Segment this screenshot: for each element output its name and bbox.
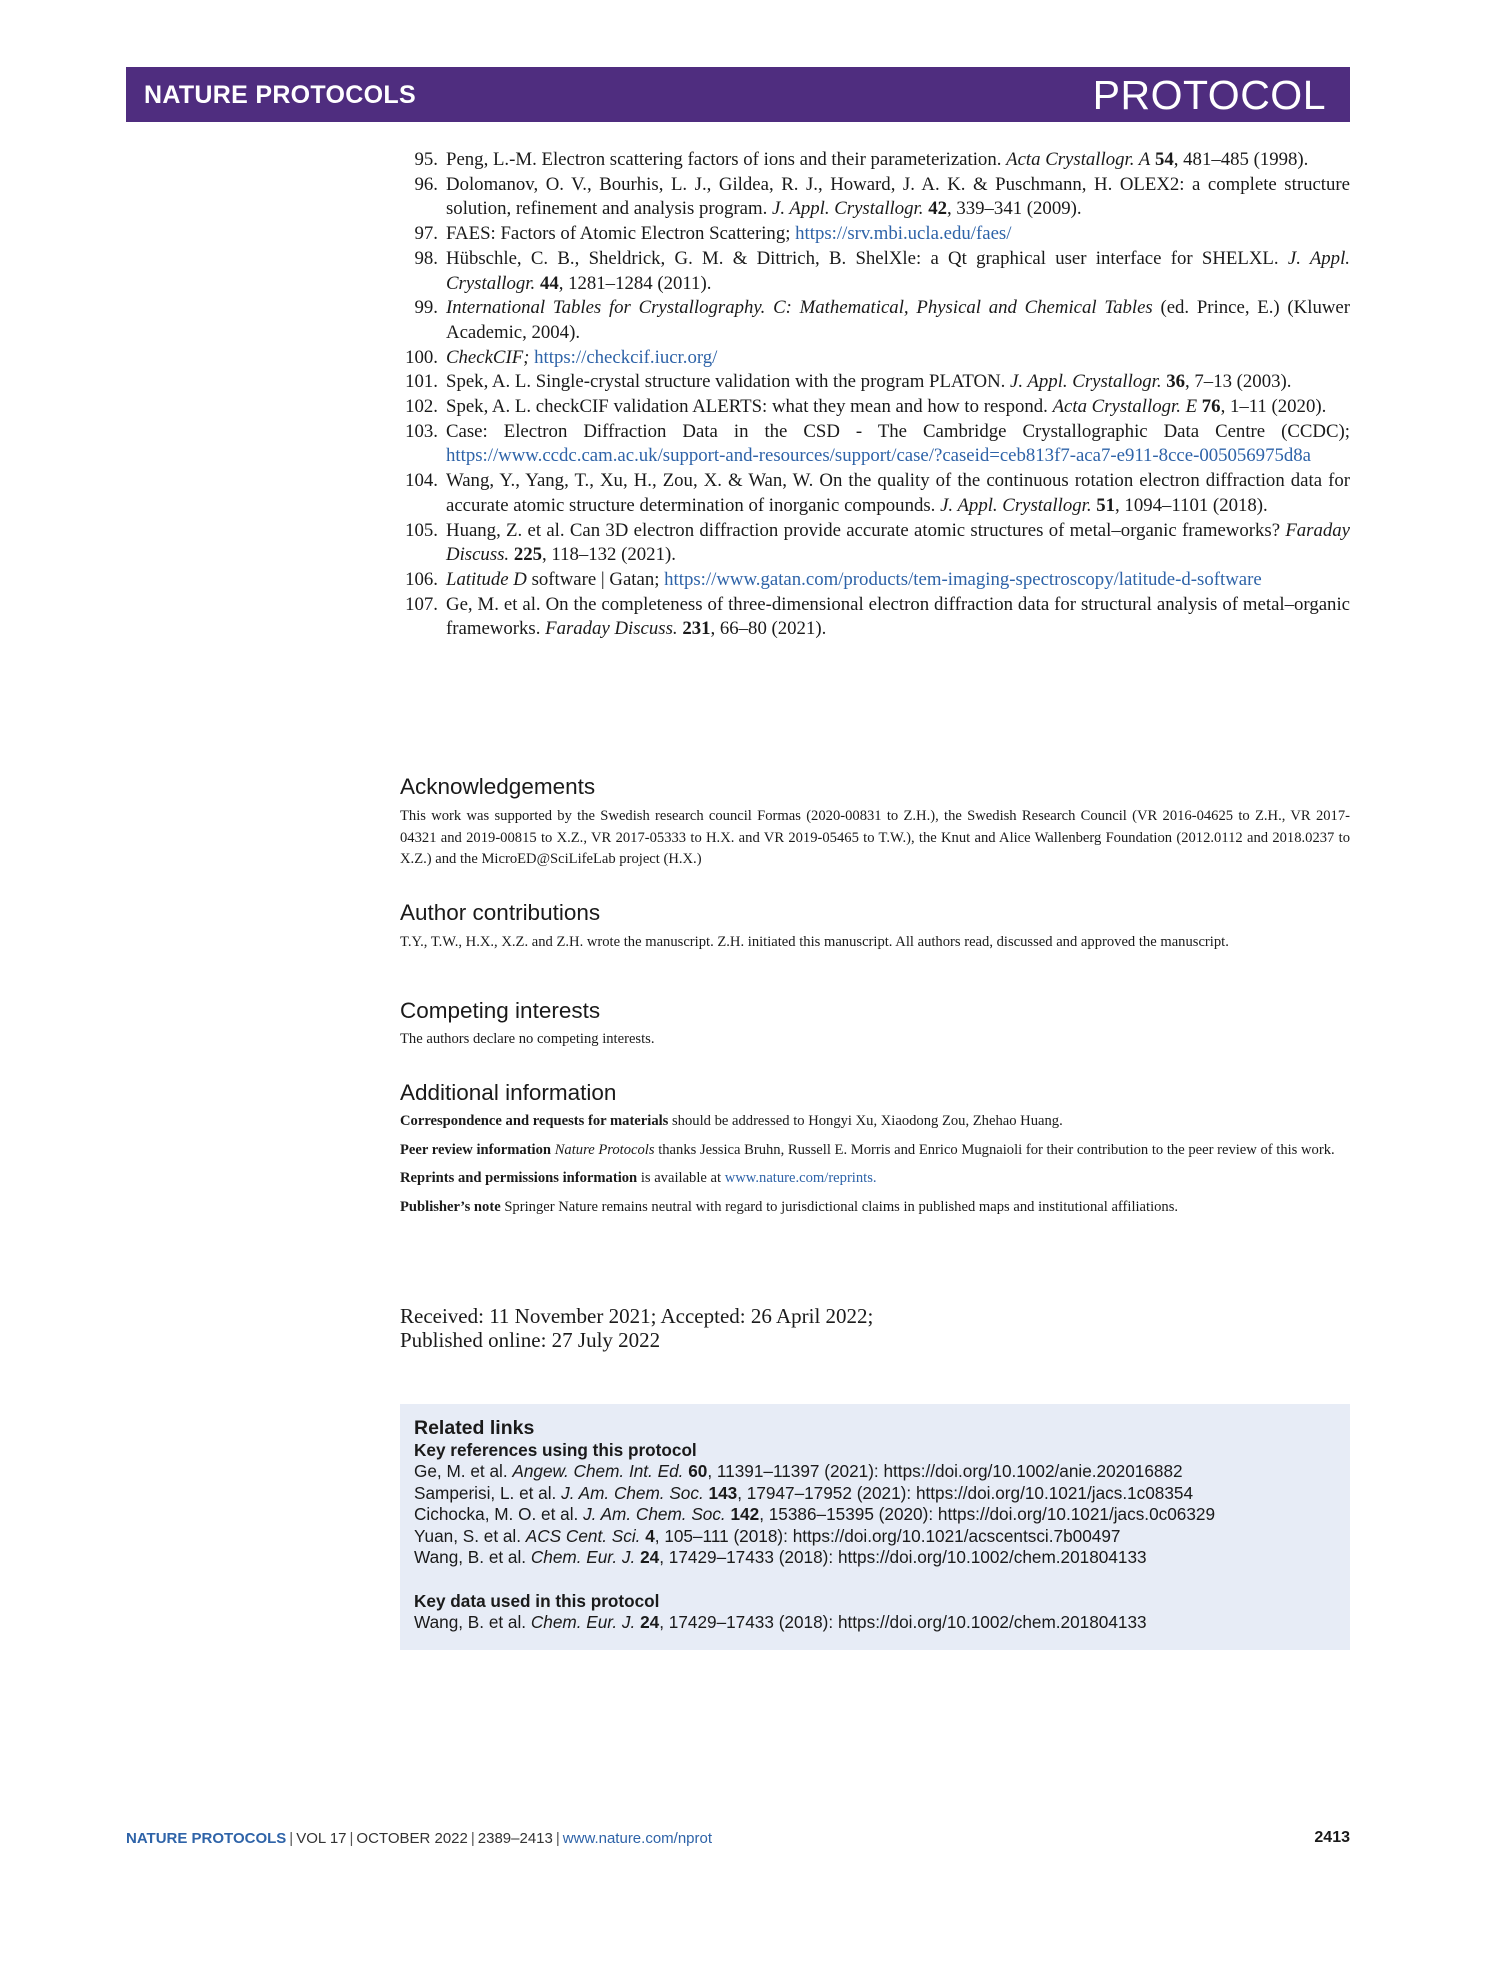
footer-separator: | bbox=[470, 1830, 475, 1847]
key-data-heading: Key data used in this protocol bbox=[414, 1590, 660, 1611]
reference-text: , 17947–17952 (2021): bbox=[737, 1482, 916, 1503]
reference-item bbox=[400, 148, 1350, 173]
journal-title: Chem. Eur. J. bbox=[530, 1612, 636, 1632]
volume-number: 44 bbox=[539, 272, 559, 294]
related-reference-item bbox=[414, 1504, 1215, 1526]
reference-number: 105. bbox=[405, 519, 438, 541]
reference-link[interactable]: https://doi.org/10.1021/jacs.0c06329 bbox=[937, 1504, 1216, 1524]
journal-title: Angew. Chem. Int. Ed. bbox=[512, 1461, 684, 1481]
related-links-box bbox=[400, 1404, 1350, 1650]
reference-item bbox=[400, 222, 1350, 247]
reprints-label: Reprints and permissions information bbox=[400, 1170, 638, 1186]
peer-review-label: Peer review information bbox=[400, 1141, 552, 1158]
journal-title: J. Am. Chem. Soc. bbox=[561, 1482, 704, 1503]
volume-number: 76 bbox=[1201, 396, 1221, 418]
reference-link[interactable]: https://srv.mbi.ucla.edu/faes/ bbox=[795, 223, 1012, 245]
reference-number: 99. bbox=[414, 297, 438, 319]
volume-number: 4 bbox=[645, 1525, 655, 1546]
reference-text: , 1281–1284 (2011). bbox=[558, 272, 712, 294]
reprints-text: is available at bbox=[637, 1170, 725, 1186]
reference-link[interactable]: https://www.ccdc.cam.ac.uk/support-and-resources/support/case/?caseid=ceb813f7-aca7-e911-8cce-005056975d8a bbox=[446, 445, 1311, 467]
volume-number: 42 bbox=[928, 198, 947, 220]
journal-title: J. Am. Chem. Soc. bbox=[583, 1504, 726, 1524]
volume-number: 225 bbox=[513, 544, 543, 566]
reference-item bbox=[400, 247, 1350, 296]
volume-number: 24 bbox=[640, 1547, 660, 1567]
related-reference-item bbox=[414, 1483, 1215, 1505]
reference-text: Case: Electron Diffraction Data in the CSD - The Cambridge Crystallographic Data Centre (CCDC); bbox=[446, 420, 1350, 442]
reference-text: , 118–132 (2021). bbox=[542, 544, 676, 566]
journal-title: Faraday Discuss. bbox=[545, 618, 678, 640]
author-contributions-text: T.Y., T.W., H.X., X.Z. and Z.H. wrote the manuscript. Z.H. initiated this manuscript. All authors read, discussed and approved the manuscript. bbox=[400, 934, 1229, 950]
reference-text: , 11391–11397 (2021): bbox=[707, 1461, 884, 1481]
reference-item bbox=[400, 593, 1350, 642]
reference-text: Yuan, S. et al. bbox=[414, 1525, 526, 1546]
reference-text: Spek, A. L. Single-crystal structure validation with the program PLATON. bbox=[446, 371, 1011, 393]
reference-text: , 66–80 (2021). bbox=[710, 618, 827, 640]
journal-title: Latitude D bbox=[446, 568, 527, 590]
reference-number: 101. bbox=[405, 371, 438, 393]
footer-separator: | bbox=[555, 1830, 560, 1847]
reference-item bbox=[400, 346, 1350, 371]
reference-text: , 7–13 (2003). bbox=[1185, 371, 1292, 393]
journal-title: J. Appl. Crystallogr. bbox=[940, 494, 1092, 516]
reference-text: , 105–111 (2018): bbox=[654, 1525, 793, 1546]
journal-title: CheckCIF; bbox=[446, 346, 530, 368]
footer-journal: NATURE PROTOCOLS bbox=[126, 1830, 287, 1847]
related-reference-item bbox=[414, 1461, 1215, 1483]
reference-list bbox=[400, 148, 1350, 642]
reference-text: , 15386–15395 (2020): bbox=[759, 1504, 938, 1524]
key-references-heading: Key references using this protocol bbox=[414, 1439, 697, 1460]
reference-text: Peng, L.-M. Electron scattering factors of ions and their parameterization. bbox=[446, 149, 1007, 170]
reference-link[interactable]: https://www.gatan.com/products/tem-imaging-spectroscopy/latitude-d-software bbox=[664, 568, 1262, 590]
journal-title: J. Appl. Crystallogr. bbox=[772, 198, 924, 220]
footer-pages: 2389–2413 bbox=[477, 1830, 553, 1847]
reference-text: Wang, B. et al. bbox=[414, 1612, 531, 1632]
reference-link[interactable]: https://checkcif.iucr.org/ bbox=[534, 346, 718, 368]
reference-number: 107. bbox=[405, 593, 438, 615]
journal-title: Faraday Discuss. bbox=[446, 519, 1350, 566]
journal-title: J. Appl. Crystallogr. bbox=[1010, 371, 1162, 393]
publication-dates bbox=[400, 1304, 873, 1352]
reference-link[interactable]: https://doi.org/10.1021/acscentsci.7b00497 bbox=[792, 1525, 1121, 1546]
peer-review-note bbox=[400, 1140, 1350, 1162]
volume-number: 51 bbox=[1096, 494, 1116, 516]
volume-number: 24 bbox=[640, 1612, 660, 1632]
additional-information-body bbox=[400, 1111, 1350, 1225]
reference-number: 96. bbox=[414, 173, 438, 195]
reference-item bbox=[400, 568, 1350, 593]
reference-number: 104. bbox=[405, 470, 438, 492]
reference-item bbox=[400, 469, 1350, 518]
publisher-note bbox=[400, 1197, 1350, 1219]
journal-title: Acta Crystallogr. A bbox=[1006, 149, 1151, 170]
received-accepted-dates: Received: 11 November 2021; Accepted: 26 April 2022; bbox=[400, 1304, 874, 1328]
reference-item bbox=[400, 420, 1350, 469]
competing-interests-heading: Competing interests bbox=[400, 998, 601, 1023]
reference-text: software | Gatan; bbox=[526, 568, 665, 590]
reprints-link[interactable]: www.nature.com/reprints. bbox=[724, 1170, 877, 1186]
volume-number: 231 bbox=[682, 618, 711, 640]
volume-number: 54 bbox=[1154, 149, 1174, 170]
reference-number: 106. bbox=[405, 568, 438, 590]
journal-title: Acta Crystallogr. E bbox=[1052, 396, 1198, 418]
reference-item bbox=[400, 370, 1350, 395]
additional-information-heading: Additional information bbox=[400, 1080, 617, 1105]
page-number: 2413 bbox=[1314, 1829, 1350, 1846]
article-type: PROTOCOL bbox=[1092, 72, 1326, 118]
reference-number: 98. bbox=[414, 247, 438, 269]
peer-review-journal: Nature Protocols bbox=[554, 1141, 655, 1158]
journal-title: International Tables for Crystallography. C: Mathematical, Physical and Chemical Tables bbox=[446, 297, 1153, 319]
reference-text: Cichocka, M. O. et al. bbox=[414, 1504, 584, 1524]
reprints-note bbox=[400, 1168, 1350, 1190]
acknowledgements-text: This work was supported by the Swedish research council Formas (2020-00831 to Z.H.), the Swedish Research Council (VR 2016-04625 to Z.H., VR 2017-04321 and 2019-00815 to X.Z., VR 2017-05333 to H.X. and VR 2019-05465 to T.W.), the Knut and Alice Wallenberg Foundation (2012.0112 and 2018.0237 to X.Z.) and the MicroED@SciLifeLab project (H.X.) bbox=[400, 808, 1350, 867]
competing-interests-text: The authors declare no competing interests. bbox=[400, 1031, 655, 1047]
reference-link[interactable]: https://doi.org/10.1002/chem.201804133 bbox=[837, 1547, 1147, 1567]
reference-text: Spek, A. L. checkCIF validation ALERTS: what they mean and how to respond. bbox=[446, 396, 1053, 418]
key-data-list bbox=[414, 1612, 1215, 1634]
correspondence-text: should be addressed to Hongyi Xu, Xiaodong Zou, Zhehao Huang. bbox=[668, 1113, 1063, 1129]
reference-text: , 481–485 (1998). bbox=[1173, 149, 1309, 170]
reference-text: FAES: Factors of Atomic Electron Scattering; bbox=[446, 223, 796, 245]
reference-text: , 339–341 (2009). bbox=[946, 198, 1082, 220]
reference-text: (ed. Prince, E.) (Kluwer Academic, 2004). bbox=[446, 297, 1350, 343]
publisher-label: Publisher’s note bbox=[400, 1198, 501, 1215]
journal-name: NATURE PROTOCOLS bbox=[144, 81, 416, 109]
published-online-date: Published online: 27 July 2022 bbox=[400, 1328, 661, 1352]
reference-text: Wang, B. et al. bbox=[414, 1547, 531, 1567]
reference-number: 95. bbox=[414, 149, 438, 170]
related-reference-item bbox=[414, 1547, 1215, 1569]
footer-issue: OCTOBER 2022 bbox=[356, 1830, 468, 1847]
reference-number: 100. bbox=[405, 346, 438, 368]
reference-text: , 17429–17433 (2018): bbox=[659, 1612, 838, 1632]
reference-text: Huang, Z. et al. Can 3D electron diffraction provide accurate atomic structures of metal–organic frameworks? bbox=[446, 519, 1286, 541]
related-reference-item bbox=[414, 1526, 1215, 1548]
journal-title: J. Appl. Crystallogr. bbox=[446, 247, 1350, 294]
reference-text: Ge, M. et al. On the completeness of three-dimensional electron diffraction data for structural analysis of metal–organic frameworks. bbox=[446, 593, 1350, 640]
acknowledgements-heading: Acknowledgements bbox=[400, 774, 596, 799]
correspondence-label: Correspondence and requests for materials bbox=[400, 1113, 669, 1129]
peer-review-text: thanks Jessica Bruhn, Russell E. Morris and Enrico Mugnaioli for their contribution to the peer review of this work. bbox=[654, 1141, 1335, 1158]
correspondence-note bbox=[400, 1111, 1350, 1133]
footer-separator: | bbox=[349, 1830, 354, 1847]
related-links-title: Related links bbox=[414, 1417, 535, 1439]
volume-number: 142 bbox=[730, 1504, 760, 1524]
journal-banner bbox=[126, 67, 1350, 122]
reference-number: 103. bbox=[405, 420, 438, 442]
reference-item bbox=[400, 519, 1350, 568]
reference-number: 97. bbox=[414, 223, 438, 245]
reference-item bbox=[400, 395, 1350, 420]
footer-url[interactable]: www.nature.com/nprot bbox=[562, 1830, 713, 1847]
author-contributions-heading: Author contributions bbox=[400, 900, 601, 925]
footer-separator: | bbox=[289, 1830, 294, 1847]
related-reference-item bbox=[414, 1612, 1215, 1634]
reference-text: , 1094–1101 (2018). bbox=[1115, 494, 1268, 516]
reference-number: 102. bbox=[405, 396, 438, 418]
reference-text: Samperisi, L. et al. bbox=[414, 1482, 562, 1503]
volume-number: 60 bbox=[688, 1461, 708, 1481]
reference-link[interactable]: https://doi.org/10.1021/jacs.1c08354 bbox=[915, 1482, 1194, 1503]
footer-volume: VOL 17 bbox=[296, 1830, 347, 1847]
reference-item bbox=[400, 173, 1350, 222]
key-references-list bbox=[414, 1461, 1215, 1569]
reference-text: Dolomanov, O. V., Bourhis, L. J., Gildea, R. J., Howard, J. A. K. & Puschmann, H. OLEX2: a complete structure solution, refinement and analysis program. bbox=[446, 173, 1350, 220]
reference-text: Wang, Y., Yang, T., Xu, H., Zou, X. & Wan, W. On the quality of the continuous rotation electron diffraction data for accurate atomic structure determination of inorganic compounds. bbox=[446, 470, 1350, 516]
volume-number: 36 bbox=[1166, 371, 1186, 393]
journal-title: Chem. Eur. J. bbox=[530, 1547, 636, 1567]
reference-text: , 1–11 (2020). bbox=[1220, 396, 1327, 418]
journal-title: ACS Cent. Sci. bbox=[525, 1525, 641, 1546]
volume-number: 143 bbox=[708, 1482, 738, 1503]
reference-link[interactable]: https://doi.org/10.1002/chem.201804133 bbox=[837, 1612, 1147, 1632]
reference-text: , 17429–17433 (2018): bbox=[659, 1547, 838, 1567]
reference-item bbox=[400, 296, 1350, 345]
reference-link[interactable]: https://doi.org/10.1002/anie.202016882 bbox=[883, 1461, 1183, 1481]
publisher-text: Springer Nature remains neutral with regard to jurisdictional claims in published maps and institutional affiliations. bbox=[500, 1198, 1179, 1215]
page-footer bbox=[126, 1830, 712, 1847]
reference-text: Ge, M. et al. bbox=[414, 1461, 513, 1481]
reference-text: Hübschle, C. B., Sheldrick, G. M. & Dittrich, B. ShelXle: a Qt graphical user interface for SHELXL. bbox=[446, 247, 1288, 269]
